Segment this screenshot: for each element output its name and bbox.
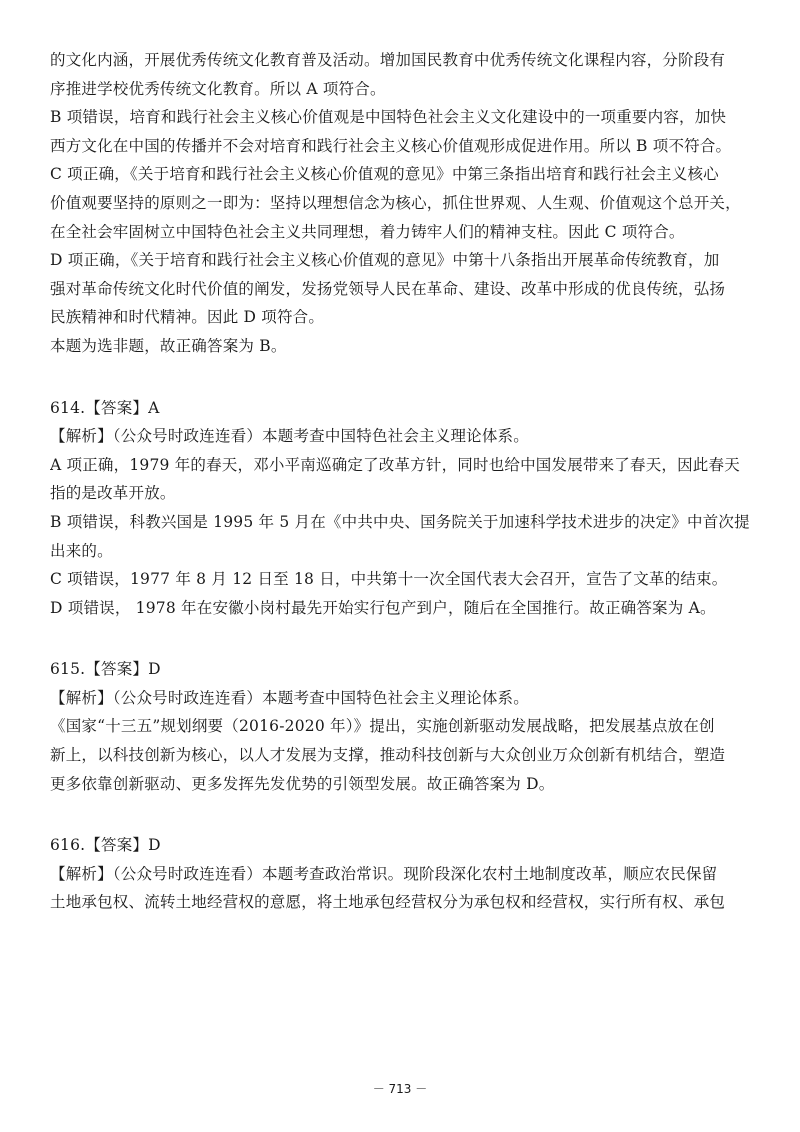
text-line: A 项正确，1979 年的春天，邓小平南巡确定了改革方针，同时也给中国发展带来了春天，因此春天 xyxy=(50,455,740,474)
text-line: 出来的。 xyxy=(50,541,113,560)
text-line: 西方文化在中国的传播并不会对培育和践行社会主义核心价值观形成促进作用。所以 B 项不符合。 xyxy=(50,136,732,155)
text-line: D 项错误， 1978 年在安徽小岗村最先开始实行包产到户，随后在全国推行。故正确答案为 A。 xyxy=(50,598,716,617)
question-616 xyxy=(50,831,756,917)
text-line: 指的是改革开放。 xyxy=(50,484,176,503)
analysis-line: 【解析】（公众号时政连连看）本题考查政治常识。现阶段深化农村土地制度改革，顺应农民保留 xyxy=(50,864,718,883)
answer-heading: 615.【答案】D xyxy=(50,660,161,679)
explanation-block-613 xyxy=(50,46,756,361)
text-line: 《国家“十三五”规划纲要（2016-2020 年）》提出，实施创新驱动发展战略，把发展基点放在创 xyxy=(50,717,715,736)
text-line: C 项错误，1977 年 8 月 12 日至 18 日，中共第十一次全国代表大会召开，宣告了文革的结束。 xyxy=(50,570,728,589)
text-line: B 项错误，培育和践行社会主义核心价值观是中国特色社会主义文化建设中的一项重要内容，加快 xyxy=(50,108,727,127)
text-line: 序推进学校优秀传统文化教育。所以 A 项符合。 xyxy=(50,79,386,98)
text-line: 更多依靠创新驱动、更多发挥先发优势的引领型发展。故正确答案为 D。 xyxy=(50,774,555,793)
text-line: 的文化内涵，开展优秀传统文化教育普及活动。增加国民教育中优秀传统文化课程内容，分阶段有 xyxy=(50,51,726,69)
question-614 xyxy=(50,394,756,623)
conclusion-line: 本题为选非题，故正确答案为 B。 xyxy=(50,336,287,355)
text-line: 土地承包权、流转土地经营权的意愿，将土地承包经营权分为承包权和经营权，实行所有权、承包 xyxy=(50,893,726,912)
page-number: － 713 － xyxy=(372,1082,428,1096)
question-615 xyxy=(50,655,756,798)
document-page xyxy=(50,46,756,917)
analysis-line: 【解析】（公众号时政连连看）本题考查中国特色社会主义理论体系。 xyxy=(50,427,529,446)
answer-heading: 616.【答案】D xyxy=(50,836,161,855)
analysis-line: 【解析】（公众号时政连连看）本题考查中国特色社会主义理论体系。 xyxy=(50,688,529,707)
section-gap xyxy=(50,798,756,831)
text-line: 价值观要坚持的原则之一即为：坚持以理想信念为核心，抓住世界观、人生观、价值观这个总开关， xyxy=(50,193,741,212)
text-line: 民族精神和时代精神。因此 D 项符合。 xyxy=(50,308,325,327)
section-gap xyxy=(50,361,756,394)
section-gap xyxy=(50,622,756,655)
text-line: 新上，以科技创新为核心，以人才发展为支撑，推动科技创新与大众创业万众创新有机结合，塑造 xyxy=(50,746,726,765)
answer-heading: 614.【答案】A xyxy=(50,398,160,417)
text-line: B 项错误，科教兴国是 1995 年 5 月在《中共中央、国务院关于加速科学技术进步的决定》中首次提 xyxy=(50,512,750,531)
text-line: C 项正确，《关于培育和践行社会主义核心价值观的意见》中第三条指出培育和践行社会主义核心 xyxy=(50,165,719,184)
text-line: 在全社会牢固树立中国特色社会主义共同理想，着力铸牢人们的精神支柱。因此 C 项符合。 xyxy=(50,222,685,241)
text-line: D 项正确，《关于培育和践行社会主义核心价值观的意见》中第十八条指出开展革命传统教育，加 xyxy=(50,251,720,270)
text-line: 强对革命传统文化时代价值的阐发，发扬党领导人民在革命、建设、改革中形成的优良传统，弘扬 xyxy=(50,279,726,298)
